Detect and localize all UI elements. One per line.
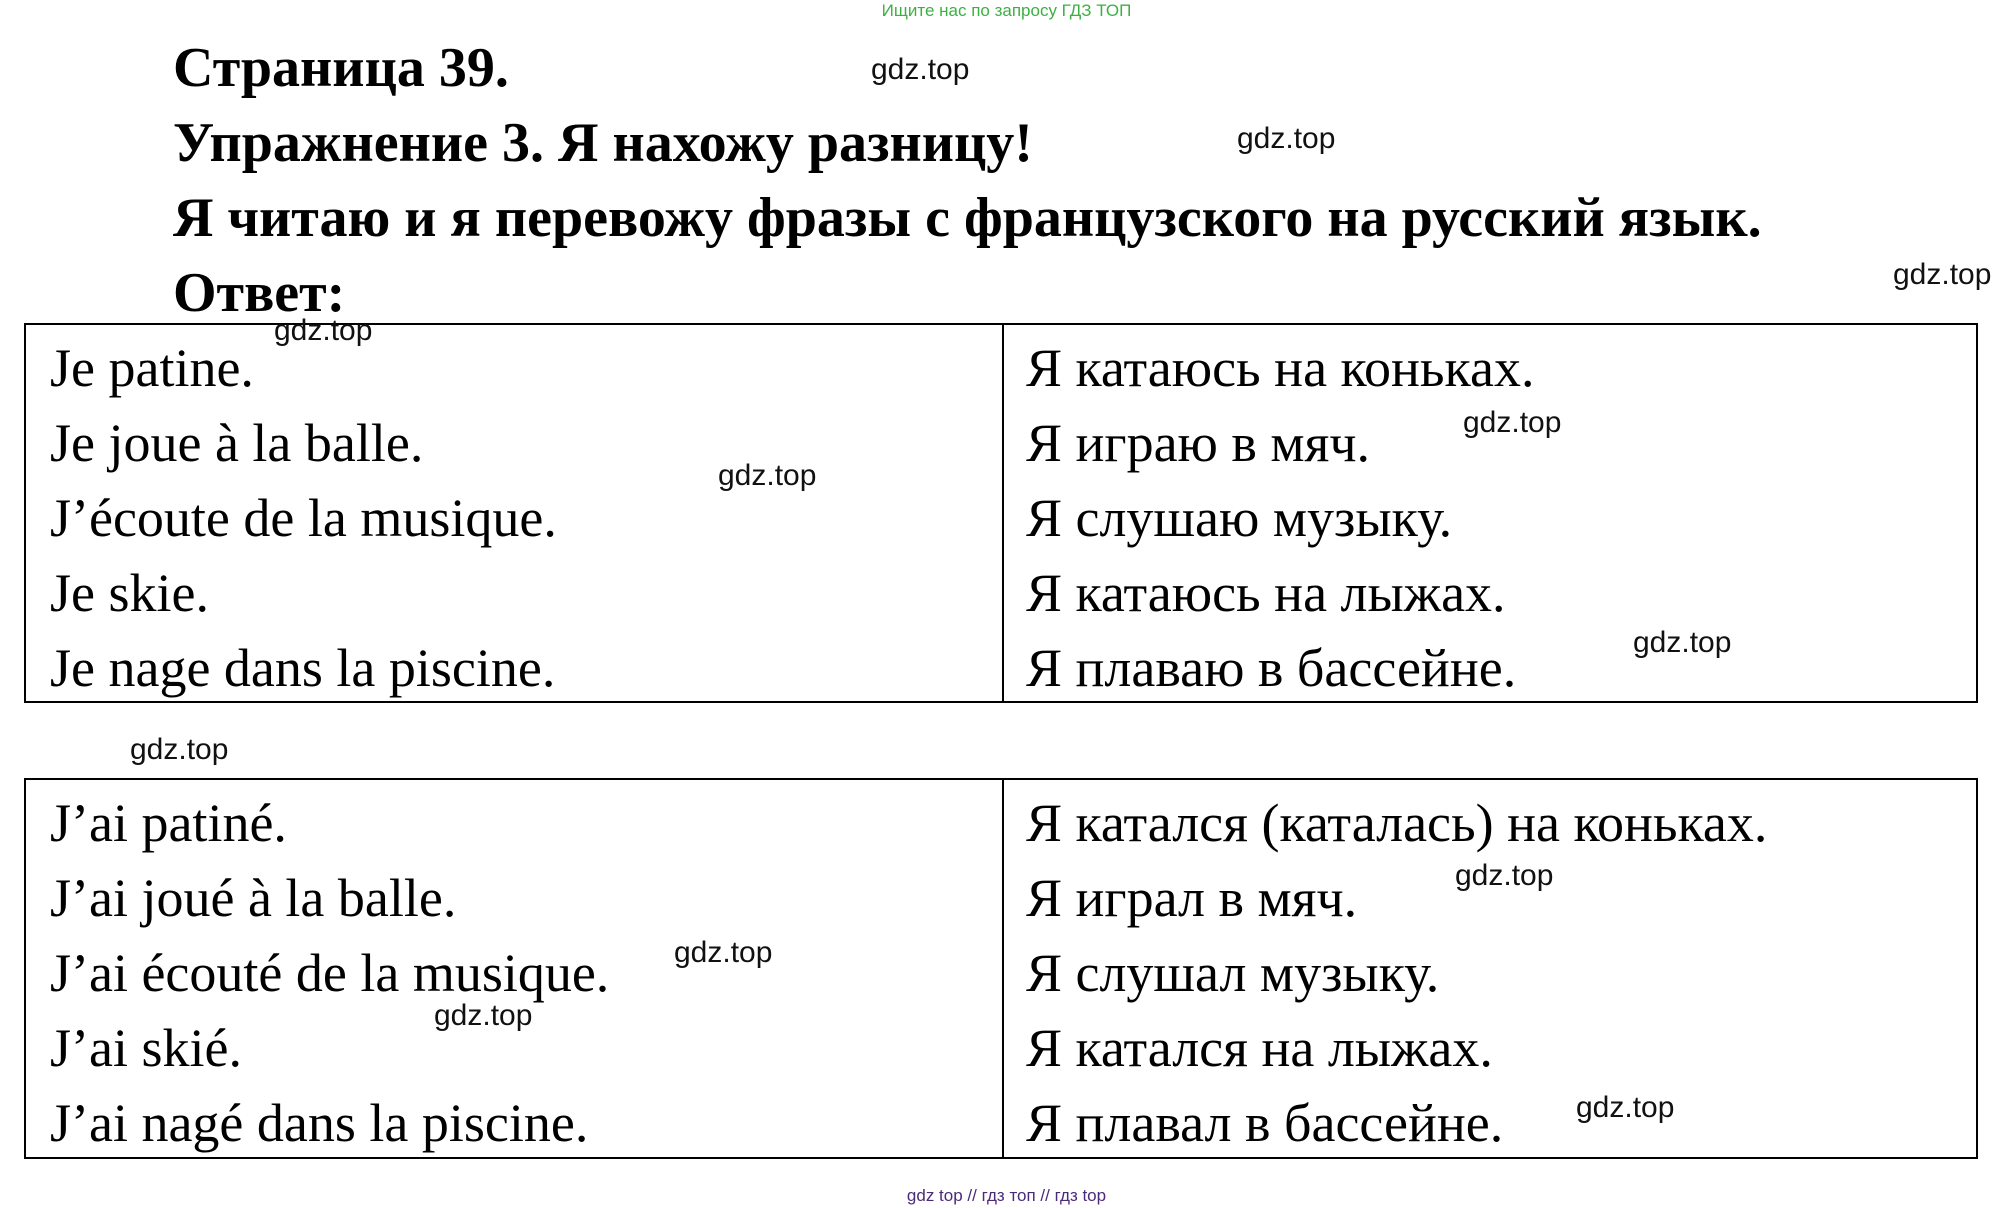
watermark: gdz.top [871,53,970,86]
french-phrase: J’écoute de la musique. [50,488,557,548]
table-divider [1002,325,1004,701]
watermark: gdz.top [434,999,533,1032]
french-phrase: J’ai écouté de la musique. [50,943,610,1003]
russian-translation: Я плаваю в бассейне. [1026,638,1517,698]
french-phrase: Je joue à la balle. [50,413,424,473]
watermark: gdz.top [1455,859,1554,892]
watermark: gdz.top [1893,258,1992,291]
exercise-title: Упражнение 3. Я нахожу разницу! [173,112,1033,174]
russian-translation: Я плавал в бассейне. [1026,1093,1504,1153]
watermark: gdz.top [274,314,373,347]
answer-label: Ответ: [173,262,346,324]
french-phrase: J’ai patiné. [50,793,287,853]
french-column [50,786,609,1161]
page-title: Страница 39. [173,37,509,99]
watermark: gdz.top [1633,626,1732,659]
french-phrase: J’ai joué à la balle. [50,868,457,928]
watermark: gdz.top [674,936,773,969]
russian-translation: Я играю в мяч. [1026,413,1371,473]
russian-translation: Я катаюсь на лыжах. [1026,563,1506,623]
watermark: gdz.top [130,733,229,766]
french-phrase: Je nage dans la piscine. [50,638,556,698]
russian-translation: Я катался на лыжах. [1026,1018,1493,1078]
russian-translation: Я катаюсь на коньках. [1026,338,1535,398]
watermark: gdz.top [718,459,817,492]
french-phrase: J’ai skié. [50,1018,242,1078]
table-divider [1002,780,1004,1157]
russian-column [1026,331,1534,706]
instruction-text: Я читаю и я перевожу фразы с французского на русский язык. [173,187,1762,249]
watermark: gdz.top [1237,122,1336,155]
russian-translation: Я катался (каталась) на коньках. [1026,793,1768,853]
footer-text: gdz top // гдз топ // гдз top [906,1186,1107,1205]
french-phrase: Je patine. [50,338,254,398]
watermark: gdz.top [1576,1091,1675,1124]
russian-translation: Я играл в мяч. [1026,868,1358,928]
watermark: gdz.top [1463,406,1562,439]
russian-translation: Я слушал музыку. [1026,943,1440,1003]
russian-translation: Я слушаю музыку. [1026,488,1453,548]
translation-table-past [24,778,1978,1159]
french-phrase: Je skie. [50,563,209,623]
french-phrase: J’ai nagé dans la piscine. [50,1093,589,1153]
top-banner: Ищите нас по запросу ГДЗ ТОП [881,1,1132,20]
french-column [50,331,557,706]
